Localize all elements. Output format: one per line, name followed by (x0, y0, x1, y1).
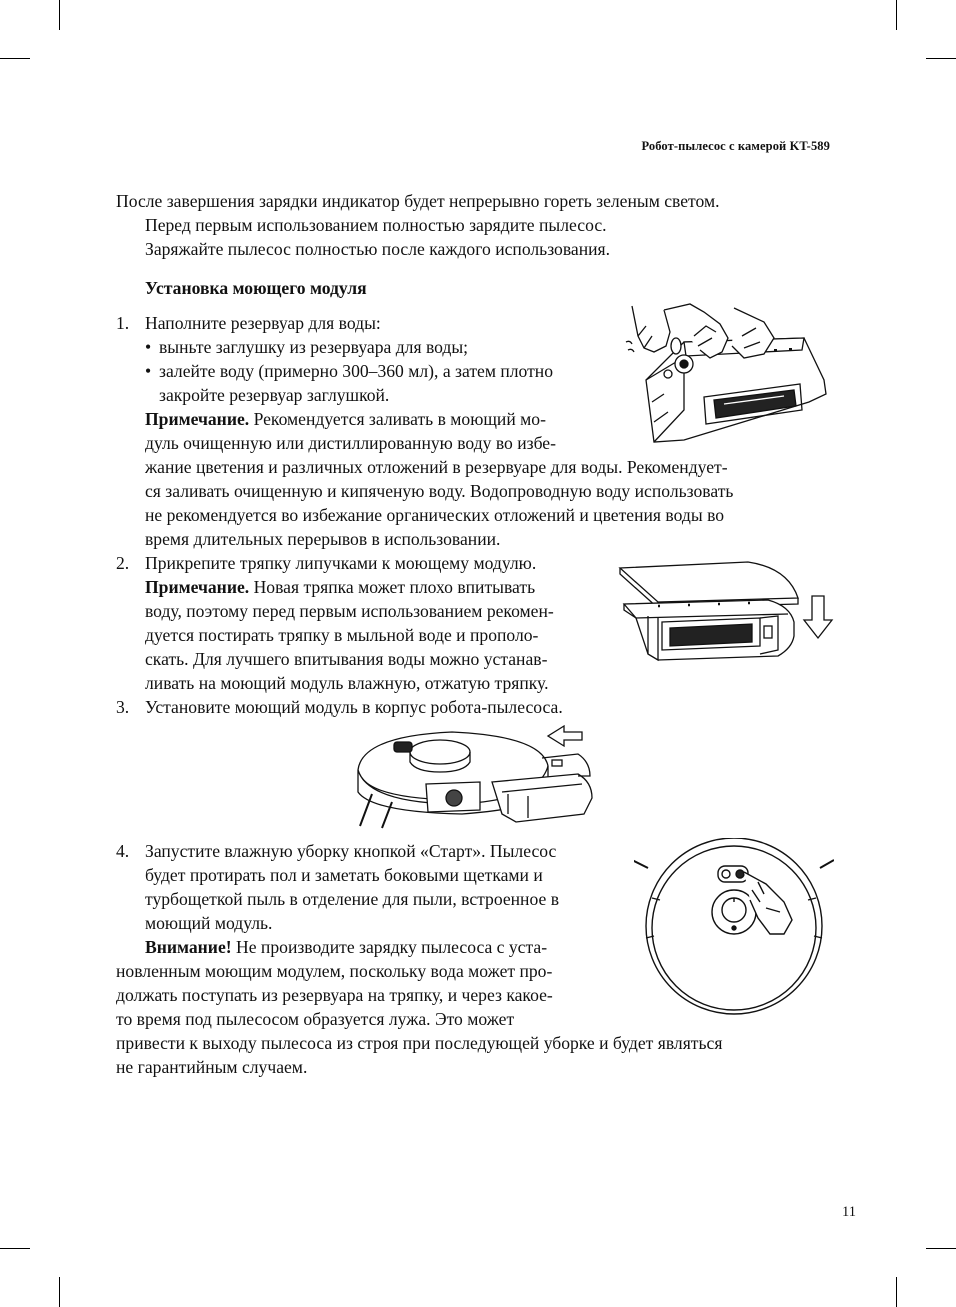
crop-mark (59, 1277, 60, 1307)
step-1-bullet-2a: залейте воду (примерно 300–360 мл), а затем плотно (159, 361, 554, 381)
step-1-note-line-6: время длительных перерывов в использовании. (145, 529, 501, 549)
warning-line-5: привести к выходу пылесоса из строя при последующей уборке и будет являться (116, 1033, 723, 1053)
cloth-attach-illustration (618, 556, 836, 684)
step-3-text: Установите моющий модуль в корпус робота-пылесоса. (145, 697, 563, 717)
crop-mark (926, 1248, 956, 1249)
warning-line-3: должать поступать из резервуара на тряпку, и через какое- (116, 985, 553, 1005)
water-tank-illustration (624, 302, 834, 450)
step-3-number: 3. (116, 697, 130, 717)
running-header: Робот-пылесос с камерой KT-589 (641, 139, 830, 153)
bullet-marker: • (145, 337, 152, 357)
step-2-note-line-4: скать. Для лучшего впитывания воды можно устанав- (145, 649, 548, 669)
page-number: 11 (842, 1204, 856, 1220)
intro-line-3: Заряжайте пылесос полностью после каждого использования. (145, 239, 611, 259)
step-1-number: 1. (116, 313, 130, 333)
step-4-number: 4. (116, 841, 130, 861)
step-1-bullet-1: выньте заглушку из резервуара для воды; (159, 337, 469, 357)
module-insert-illustration (352, 718, 600, 830)
step-1-text: Наполните резервуар для воды: (145, 313, 381, 333)
step-4-line-3: турбощеткой пыль в отделение для пыли, встроенное в (145, 889, 560, 909)
step-2-number: 2. (116, 553, 130, 573)
crop-mark (0, 58, 30, 59)
crop-mark (896, 1277, 897, 1307)
step-1-note-line-3: жание цветения и различных отложений в резервуаре для воды. Рекомендует- (145, 457, 728, 477)
step-2-text: Прикрепите тряпку липучками к моющему модулю. (145, 553, 537, 573)
step-1-note-line-5: не рекомендуется во избежание органических отложений и цветения воды во (145, 505, 725, 525)
step-2-note-line-3: дуется постирать тряпку в мыльной воде и прополо- (145, 625, 539, 645)
step-1-note-line-4: ся заливать очищенную и кипяченую воду. Водопроводную воду использовать (145, 481, 734, 501)
crop-mark (926, 58, 956, 59)
section-title: Установка моющего модуля (145, 278, 367, 298)
crop-mark (59, 0, 60, 30)
crop-mark (0, 1248, 30, 1249)
step-4-line-1: Запустите влажную уборку кнопкой «Старт». Пылесос (145, 841, 557, 861)
step-2-note-line-2: воду, поэтому перед первым использованием рекомен- (145, 601, 554, 621)
warning-line-1: Внимание! Не производите зарядку пылесоса с уста- (145, 937, 548, 957)
warning-line-6: не гарантийным случаем. (116, 1057, 308, 1077)
step-1-bullet-2b: закройте резервуар заглушкой. (159, 385, 390, 405)
start-button-illustration (634, 838, 834, 1016)
intro-line-1: После завершения зарядки индикатор будет непрерывно гореть зеленым светом. (116, 191, 720, 211)
warning-line-2: новленным моющим модулем, поскольку вода может про- (116, 961, 553, 981)
bullet-marker: • (145, 361, 152, 381)
step-2-note-line-5: ливать на моющий модуль влажную, отжатую тряпку. (145, 673, 549, 693)
warning-line-4: то время под пылесосом образуется лужа. Это может (116, 1009, 515, 1029)
step-2-note-line-1: Примечание. Новая тряпка может плохо впитывать (145, 577, 536, 597)
step-4-line-4: моющий модуль. (145, 913, 273, 933)
note-label: Примечание. (145, 577, 250, 597)
intro-line-2: Перед первым использованием полностью зарядите пылесос. (145, 215, 607, 235)
step-1-note-line-1: Примечание. Рекомендуется заливать в моющий мо- (145, 409, 546, 429)
warning-label: Внимание! (145, 937, 232, 957)
step-4-line-2: будет протирать пол и заметать боковыми щетками и (145, 865, 543, 885)
step-1-note-line-2: дуль очищенную или дистиллированную воду во избе- (145, 433, 556, 453)
crop-mark (896, 0, 897, 30)
note-label: Примечание. (145, 409, 250, 429)
